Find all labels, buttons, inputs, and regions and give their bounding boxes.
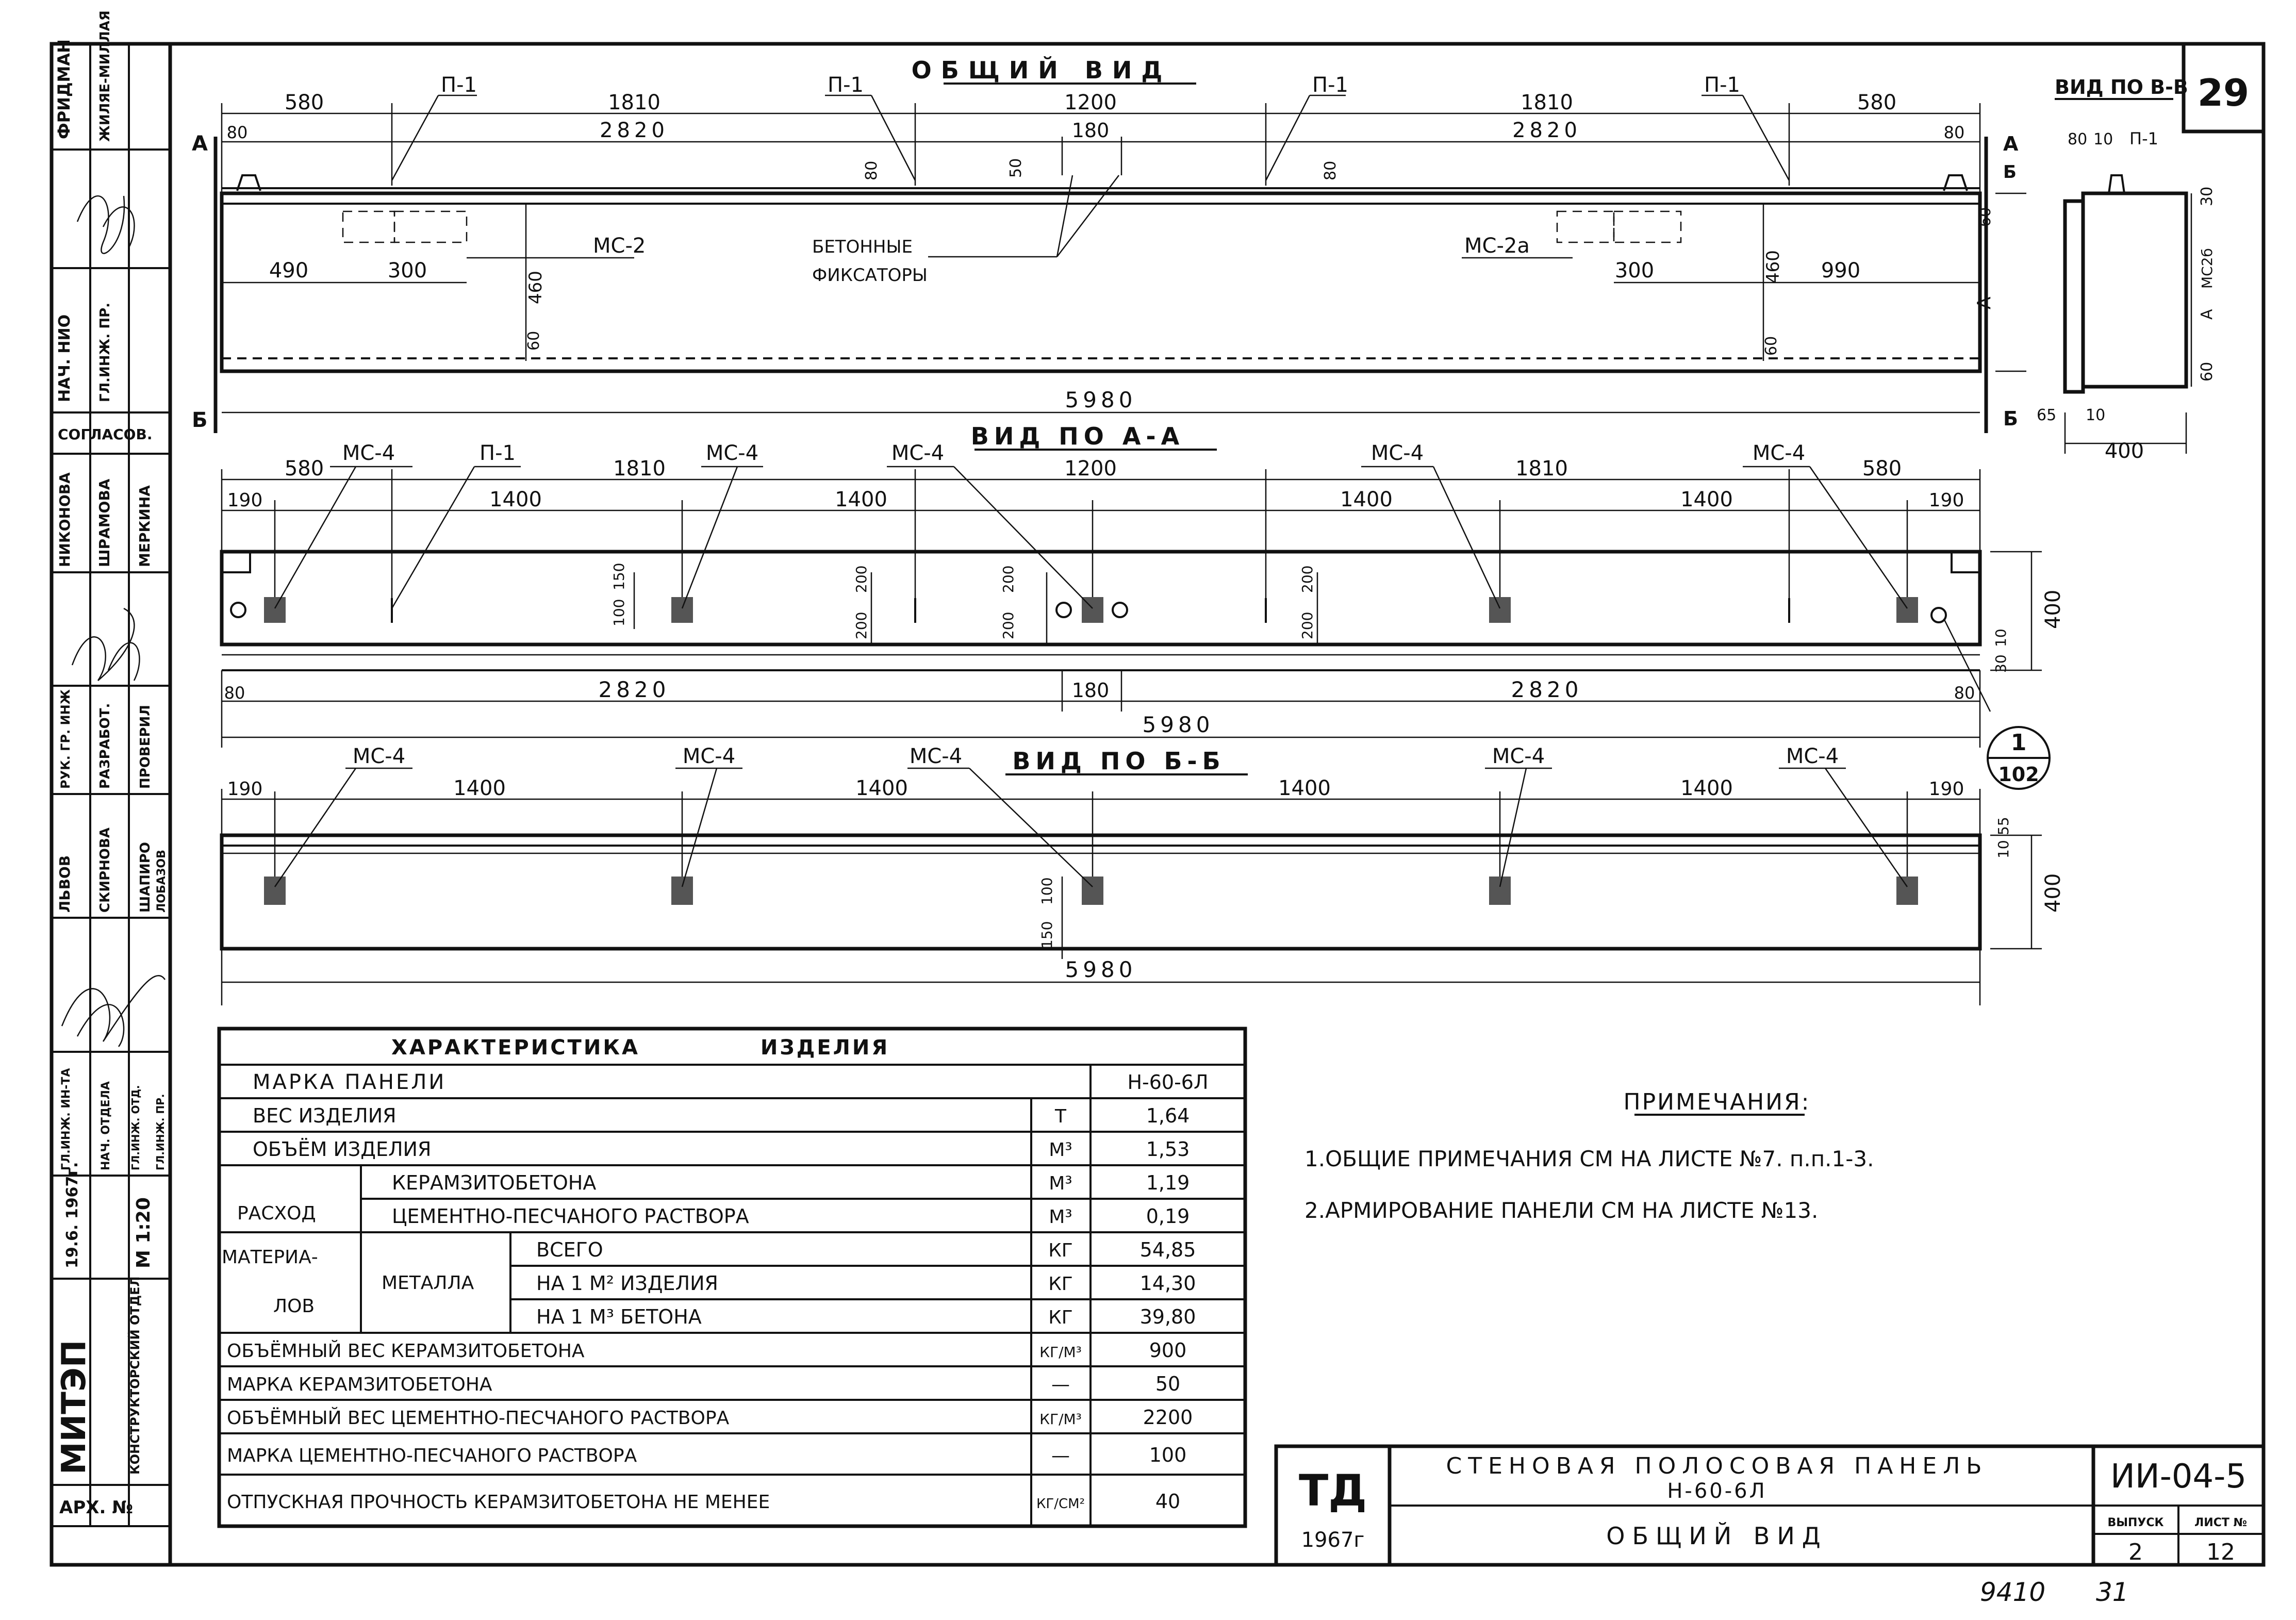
bb-ms4-3: МС-4 — [909, 745, 963, 768]
aa-dim-80-left: 80 — [224, 683, 245, 703]
bb-ms4-1: МС-4 — [352, 745, 406, 768]
stamp-name-lobazov: ЛОБАЗОВ — [155, 850, 168, 913]
sheet-number: 29 — [2197, 71, 2250, 114]
tail-1-label: ОБЪЁМНЫЙ ВЕС КЕРАМЗИТОБЕТОНА — [227, 1341, 585, 1362]
detail-callout-bottom: 102 — [1998, 763, 2039, 786]
aa-dim-180: 180 — [1071, 679, 1110, 702]
aa-ms4-1: МС-4 — [342, 441, 395, 465]
tail-5-unit: КГ/СМ² — [1036, 1496, 1085, 1512]
stamp-name-zhilyae: ЖИЛЯЕ-МИЛЛАЯ — [97, 10, 113, 142]
aa-dim-100: 100 — [610, 599, 627, 626]
aa-dim-1400-1: 1400 — [489, 488, 542, 511]
vv-dim-30: 30 — [2198, 186, 2216, 206]
section-b-right-top: Б — [2003, 162, 2017, 183]
cons-mortar-label: ЦЕМЕНТНО-ПЕСЧАНОГО РАСТВОРА — [392, 1205, 749, 1228]
note-1: 1.ОБЩИЕ ПРИМЕЧАНИЯ СМ НА ЛИСТЕ №7. п.п.1-3. — [1304, 1146, 1874, 1171]
view-bb-plates — [264, 877, 1918, 905]
aa-ms4-2: МС-4 — [705, 441, 759, 465]
aa-dim-190-right: 190 — [1928, 490, 1964, 511]
stamp-role-gl-inzh-inta: ГЛ.ИНЖ. ИН-ТА — [60, 1068, 73, 1170]
tail-1-value: 900 — [1149, 1339, 1187, 1362]
vv-dim-65: 65 — [2037, 406, 2057, 424]
aa-ms4-5: МС-4 — [1752, 441, 1806, 465]
dim-460-left: 460 — [525, 271, 546, 304]
aa-dim-400: 400 — [2041, 589, 2065, 629]
aa-dim-2820-right: 2820 — [1511, 677, 1583, 702]
stamp-agreed: СОГЛАСОВ. — [58, 426, 153, 443]
stamp-name-shramova: ШРАМОВА — [96, 478, 113, 567]
bb-dim-1400-3: 1400 — [1278, 776, 1331, 800]
sheet-no-label: ЛИСТ № — [2194, 1516, 2247, 1529]
stamp-scale: М 1:20 — [133, 1197, 154, 1268]
tail-3-label: ОБЪЁМНЫЙ ВЕС ЦЕМЕНТНО-ПЕСЧАНОГО РАСТВОРА — [227, 1408, 730, 1429]
stamp-name-shapiro: ШАПИРО — [138, 842, 153, 913]
vv-dim-400: 400 — [2104, 439, 2144, 463]
label-p1-2: П-1 — [828, 73, 864, 97]
table-title-a: ХАРАКТЕРИСТИКА — [391, 1036, 640, 1060]
label-p1-1: П-1 — [441, 73, 477, 97]
aa-dim-580-right: 580 — [1862, 457, 1902, 481]
bb-dim-190-left: 190 — [227, 779, 263, 800]
view-title-bb: ВИД ПО Б-Б — [1012, 747, 1226, 775]
bb-dim-190-right: 190 — [1928, 779, 1964, 800]
note-2: 2.АРМИРОВАНИЕ ПАНЕЛИ СМ НА ЛИСТЕ №13. — [1304, 1198, 1819, 1223]
dim-2820-left: 2820 — [600, 119, 669, 142]
label-ms2: МС-2 — [593, 234, 646, 258]
stamp-name-lvov: ЛЬВОВ — [56, 855, 73, 913]
stamp-dept: КОНСТРУКТОРСКИЙ ОТДЕЛ — [128, 1276, 142, 1475]
row-weight-unit: Т — [1055, 1106, 1066, 1127]
dim-80-p1: 80 — [863, 160, 881, 180]
tail-1-unit: КГ/М³ — [1039, 1344, 1082, 1361]
cons-expanded-unit: М³ — [1049, 1173, 1072, 1194]
dim-50: 50 — [1007, 158, 1025, 178]
bb-dim-1400-1: 1400 — [453, 776, 506, 800]
dim-1810-right: 1810 — [1521, 91, 1573, 114]
tail-4-unit: — — [1051, 1445, 1070, 1466]
footer-number-1: 9410 — [1980, 1577, 2046, 1607]
bb-dim-100: 100 — [1038, 877, 1055, 905]
metal-m3-label: НА 1 М³ БЕТОНА — [536, 1305, 702, 1328]
stamp-role-razrabot: РАЗРАБОТ. — [97, 703, 113, 789]
metal-total-value: 54,85 — [1139, 1238, 1196, 1261]
dim-80-right: 80 — [1943, 123, 1965, 142]
vv-dim-10: 10 — [2086, 406, 2106, 424]
cons-mortar-unit: М³ — [1049, 1206, 1072, 1228]
bb-dim-400: 400 — [2041, 873, 2065, 913]
label-p1-4: П-1 — [1704, 73, 1740, 97]
metal-m2-unit: КГ — [1048, 1274, 1073, 1295]
label-concrete-2: ФИКСАТОРЫ — [812, 265, 928, 286]
tail-2-unit: — — [1051, 1374, 1070, 1395]
stamp-role-gl-inzh-pr: ГЛ.ИНЖ. ПР. — [97, 302, 113, 402]
tail-4-value: 100 — [1149, 1444, 1187, 1466]
vv-dim-10-top: 10 — [2093, 130, 2113, 148]
section-a-left: А — [192, 132, 208, 156]
metal-m3-unit: КГ — [1048, 1307, 1073, 1328]
dim-300-right: 300 — [1614, 259, 1655, 283]
aa-dim-30: 30 — [1992, 654, 2009, 673]
dim-1200: 1200 — [1064, 91, 1117, 114]
view-title-aa: ВИД ПО А-А — [970, 422, 1185, 450]
stamp-date: 19.6. 1967г. — [63, 1162, 81, 1268]
metal-m2-label: НА 1 М² ИЗДЕЛИЯ — [536, 1272, 718, 1295]
aa-ms4-3: МС-4 — [891, 441, 945, 465]
aa-dim-1400-4: 1400 — [1680, 488, 1733, 511]
vv-ms2b: МС2б — [2199, 248, 2216, 289]
dim-80-left: 80 — [226, 123, 248, 142]
stamp-role-nach-nio: НАЧ. НИО — [56, 314, 74, 402]
dim-460-right: 460 — [1763, 250, 1783, 284]
title-line-1: СТЕНОВАЯ ПОЛОСОВАЯ ПАНЕЛЬ — [1446, 1453, 1988, 1479]
dim-990: 990 — [1821, 259, 1861, 283]
aa-p1: П-1 — [480, 441, 516, 465]
archive-label: АРХ. № — [59, 1497, 134, 1518]
aa-dim-200-6: 200 — [1299, 565, 1316, 593]
tail-2-value: 50 — [1155, 1373, 1181, 1395]
aa-dim-580-left: 580 — [284, 457, 324, 481]
title-td-year: 1967г — [1301, 1528, 1365, 1552]
bb-dim-1400-2: 1400 — [855, 776, 908, 800]
vv-a: А — [2198, 309, 2216, 320]
bb-dim-5980: 5980 — [1065, 957, 1137, 982]
metal-total-unit: КГ — [1048, 1240, 1073, 1261]
vv-dim-80: 80 — [2068, 130, 2088, 148]
row-mark-value: Н-60-6Л — [1127, 1071, 1209, 1094]
dim-60-right: 60 — [1762, 336, 1780, 356]
vv-dim-60: 60 — [2198, 361, 2216, 382]
dim-80-p3: 80 — [1322, 160, 1340, 180]
issue-value: 2 — [2128, 1539, 2143, 1565]
row-weight-label: ВЕС ИЗДЕЛИЯ — [253, 1104, 397, 1127]
aa-dim-5980: 5980 — [1142, 712, 1214, 737]
cons-mortar-value: 0,19 — [1146, 1205, 1190, 1228]
consumption-label-1: РАСХОД — [237, 1203, 316, 1224]
footer-number-2: 31 — [2096, 1577, 2129, 1607]
tail-3-value: 2200 — [1143, 1406, 1193, 1429]
bb-ms4-2: МС-4 — [682, 745, 736, 768]
aa-dim-80-right: 80 — [1954, 683, 1975, 703]
general-dimensions — [222, 95, 2026, 412]
dim-580-right: 580 — [1857, 91, 1897, 114]
tail-2-label: МАРКА КЕРАМЗИТОБЕТОНА — [227, 1374, 492, 1395]
row-weight-value: 1,64 — [1146, 1104, 1190, 1127]
label-a-right: А — [1974, 296, 1995, 309]
row-volume-unit: М³ — [1049, 1139, 1072, 1161]
aa-ms4-4: МС-4 — [1370, 441, 1424, 465]
issue-label: ВЫПУСК — [2107, 1516, 2164, 1529]
signature-scribbles — [62, 196, 165, 1047]
aa-dim-2820-left: 2820 — [598, 677, 670, 702]
stamp-name-nikonova: НИКОНОВА — [56, 472, 73, 567]
dim-300-left: 300 — [387, 259, 427, 283]
detail-callout-top: 1 — [2010, 730, 2027, 756]
view-aa-plates — [231, 597, 1946, 623]
label-concrete-1: БЕТОННЫЕ — [812, 237, 913, 257]
dim-180: 180 — [1071, 119, 1110, 142]
title-line-3: ОБЩИЙ ВИД — [1606, 1522, 1828, 1550]
aa-dim-1810-left: 1810 — [613, 457, 666, 481]
metal-total-label: ВСЕГО — [536, 1238, 603, 1261]
view-title-vv: ВИД ПО В-В — [2055, 76, 2188, 98]
label-ms2a: МС-2а — [1464, 234, 1530, 258]
aa-dim-1200: 1200 — [1064, 457, 1117, 481]
sheet-frame — [52, 44, 2264, 1565]
metal-m2-value: 14,30 — [1139, 1272, 1196, 1295]
aa-dim-190-left: 190 — [227, 490, 263, 511]
consumption-label-2: МАТЕРИА- — [222, 1247, 318, 1268]
row-volume-label: ОБЪЁМ ИЗДЕЛИЯ — [253, 1138, 432, 1161]
tail-5-value: 40 — [1155, 1490, 1181, 1513]
stamp-role-gl-inzh-otd: ГЛ.ИНЖ. ОТД. — [129, 1085, 142, 1170]
stamp-name-skirnova: СКИРНОВА — [97, 828, 113, 913]
stamp-org: МИТЭП — [55, 1340, 93, 1475]
tail-3-unit: КГ/М³ — [1039, 1411, 1082, 1428]
tail-4-label: МАРКА ЦЕМЕНТНО-ПЕСЧАНОГО РАСТВОРА — [227, 1445, 637, 1466]
row-mark-label: МАРКА ПАНЕЛИ — [253, 1070, 447, 1094]
bb-dim-55: 55 — [1995, 817, 2012, 835]
stamp-role-proveril: ПРОВЕРИЛ — [138, 705, 153, 789]
sheet-no-value: 12 — [2206, 1539, 2235, 1565]
stamp-name-fridman: ФРИДМАН — [54, 39, 74, 139]
section-vv — [2065, 175, 2191, 454]
aa-dim-200-1: 200 — [853, 611, 870, 639]
metal-label: МЕТАЛЛА — [382, 1272, 474, 1294]
dim-580-left: 580 — [284, 91, 324, 114]
aa-dim-10: 10 — [1992, 629, 2009, 647]
row-volume-value: 1,53 — [1146, 1138, 1190, 1161]
dim-5980-general: 5980 — [1065, 387, 1137, 412]
vv-p1: П-1 — [2129, 129, 2158, 148]
section-a-right: А — [2003, 133, 2019, 155]
stamp-role-nach-otdela: НАЧ. ОТДЕЛА — [100, 1081, 112, 1170]
bb-ms4-5: МС-4 — [1786, 745, 1839, 768]
stamp-role-ruk-gr: РУК. ГР. ИНЖ — [58, 689, 73, 789]
metal-m3-value: 39,80 — [1139, 1305, 1196, 1328]
tail-5-label: ОТПУСКНАЯ ПРОЧНОСТЬ КЕРАМЗИТОБЕТОНА НЕ МЕНЕЕ — [227, 1492, 770, 1513]
document-code: ИИ-04-5 — [2110, 1458, 2247, 1496]
cons-expanded-value: 1,19 — [1146, 1171, 1190, 1194]
dim-2820-right: 2820 — [1512, 119, 1581, 142]
aa-dim-200-5: 200 — [1299, 611, 1316, 639]
stamp-role-gl-inzh-pr2: ГЛ.ИНЖ. ПР. — [154, 1094, 167, 1170]
bb-dim-150: 150 — [1038, 921, 1055, 949]
aa-dim-200-4: 200 — [1000, 565, 1017, 593]
aa-dim-1400-2: 1400 — [835, 488, 887, 511]
stamp-name-merkina: МЕРКИНА — [136, 485, 153, 567]
aa-dim-200-3: 200 — [1000, 611, 1017, 639]
section-b-right: Б — [2003, 407, 2018, 430]
label-p1-3: П-1 — [1312, 73, 1348, 97]
aa-dim-1810-right: 1810 — [1515, 457, 1568, 481]
title-td: ТД — [1298, 1465, 1367, 1516]
bb-dim-1400-4: 1400 — [1680, 776, 1733, 800]
dim-490: 490 — [269, 259, 309, 283]
bb-ms4-4: МС-4 — [1492, 745, 1545, 768]
dim-1810-left: 1810 — [608, 91, 660, 114]
notes-title: ПРИМЕЧАНИЯ: — [1623, 1089, 1811, 1115]
cons-expanded-label: КЕРАМЗИТОБЕТОНА — [392, 1171, 597, 1194]
table-title-b: ИЗДЕЛИЯ — [760, 1036, 890, 1060]
title-line-2: Н-60-6Л — [1667, 1479, 1767, 1503]
consumption-label-3: ЛОВ — [273, 1296, 315, 1317]
dim-60-top-right: 60 — [1976, 207, 1994, 227]
aa-dim-200-2: 200 — [853, 565, 870, 593]
dim-60-left: 60 — [525, 330, 543, 351]
aa-dim-150: 150 — [610, 563, 627, 590]
aa-dim-1400-3: 1400 — [1340, 488, 1393, 511]
bb-dim-10: 10 — [1995, 840, 2012, 858]
section-b-left: Б — [192, 408, 208, 432]
view-title-general: ОБЩИЙ ВИД — [911, 56, 1172, 84]
